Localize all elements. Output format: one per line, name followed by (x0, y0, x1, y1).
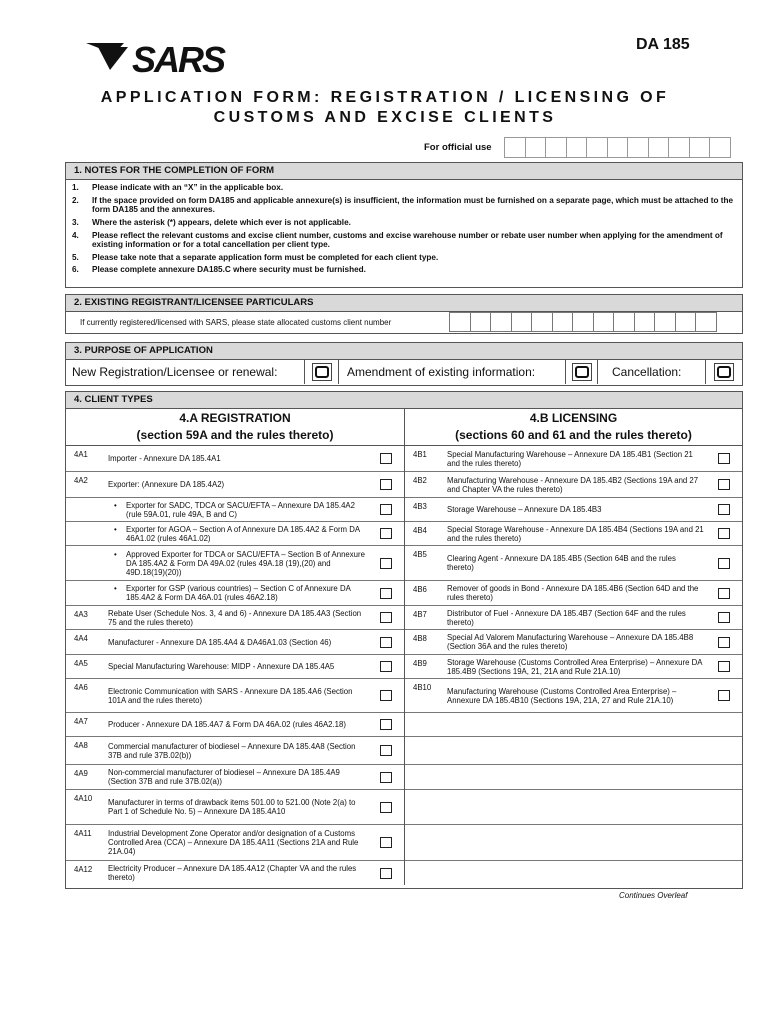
client-type-code: 4A11 (74, 829, 92, 838)
client-type-code: 4A2 (74, 476, 88, 485)
bullet: • (114, 584, 117, 593)
registration-column (66, 446, 404, 885)
client-type-code: 4A5 (74, 659, 88, 668)
client-type-checkbox[interactable] (718, 612, 730, 623)
client-type-text: Remover of goods in Bond - Annexure DA 185.4B6 (Section 64D and the rules thereto) (447, 584, 699, 602)
client-type-row (66, 713, 404, 737)
client-type-code: 4B7 (413, 610, 427, 619)
client-type-text: Exporter for AGOA – Section A of Annexure DA 185.4A2 & Form DA 46A1.02 (rules 46A1.02) (126, 524, 360, 543)
client-type-code: 4B8 (413, 634, 427, 643)
client-type-code: 4B10 (413, 683, 432, 692)
client-type-text: Special Manufacturing Warehouse – Annexure DA 185.4B1 (Section 21 and the rules thereto) (447, 449, 693, 468)
note-number: 1. (72, 183, 79, 192)
client-type-code: 4B6 (413, 585, 427, 594)
note-number: 2. (72, 195, 79, 205)
note-item (72, 253, 736, 263)
client-type-checkbox[interactable] (380, 745, 392, 756)
empty-row (405, 825, 742, 861)
client-type-row (405, 679, 742, 713)
client-type-text: Special Storage Warehouse - Annexure DA 185.4B4 (Sections 19A and 21 and the rules thereto) (447, 524, 704, 543)
client-type-row (66, 679, 404, 713)
client-type-text: Electricity Producer – Annexure DA 185.4A12 (Chapter VA and the rules thereto) (108, 864, 357, 882)
note-item (72, 231, 736, 250)
client-type-text: Importer - Annexure DA 185.4A1 (108, 454, 221, 463)
client-type-row (66, 630, 404, 655)
client-type-row (66, 498, 404, 522)
purpose-heading: 3. PURPOSE OF APPLICATION (66, 343, 742, 360)
official-use-boxes (505, 137, 731, 158)
note-item (72, 218, 736, 228)
client-type-text: Rebate User (Schedule Nos. 3, 4 and 6) - Annexure DA 185.4A3 (Section 75 and the rules thereto) (108, 608, 362, 627)
client-type-checkbox[interactable] (380, 661, 392, 672)
client-type-code: 4A4 (74, 634, 88, 643)
client-type-text: Storage Warehouse – Annexure DA 185.4B3 (447, 505, 602, 514)
client-type-text: Exporter for SADC, TDCA or SACU/EFTA – Annexure DA 185.4A2 (rule 59A.01, rule 49A, B and C) (126, 500, 355, 519)
client-type-text: Producer - Annexure DA 185.4A7 & Form DA 46A.02 (rules 46A2.18) (108, 720, 346, 729)
client-type-text: Industrial Development Zone Operator and/or designation of a Customs Controlled Area (CCA) – Annexure DA 185.4A11 (Sections 21A and Rule 21A.04) (108, 829, 359, 856)
client-type-text: Distributor of Fuel - Annexure DA 185.4B7 (Section 64F and the rules thereto) (447, 608, 686, 627)
title-line-2: CUSTOMS AND EXCISE CLIENTS (213, 109, 557, 126)
client-types-section (65, 391, 743, 889)
client-type-checkbox[interactable] (718, 558, 730, 569)
client-type-row (66, 737, 404, 765)
client-type-checkbox[interactable] (718, 661, 730, 672)
client-type-code (66, 522, 106, 526)
purpose-new-label: New Registration/Licensee or renewal: (66, 360, 305, 384)
client-type-code: 4B4 (413, 526, 427, 535)
client-type-code: 4A7 (74, 717, 88, 726)
client-type-row (405, 546, 742, 581)
client-type-code: 4A12 (74, 865, 93, 874)
client-type-row (405, 446, 742, 472)
client-type-checkbox[interactable] (380, 868, 392, 879)
client-type-code: 4A6 (74, 683, 88, 692)
client-type-row (66, 581, 404, 606)
registration-subtitle: (section 59A and the rules thereto) (136, 428, 334, 442)
client-type-code (66, 546, 106, 550)
client-type-row (405, 581, 742, 606)
client-type-code: 4B9 (413, 659, 427, 668)
purpose-amend-label: Amendment of existing information: (339, 360, 566, 384)
purpose-section (65, 342, 743, 386)
sars-logo (84, 38, 254, 78)
registration-header (66, 409, 404, 445)
client-type-checkbox[interactable] (718, 479, 730, 490)
client-type-text: Exporter: (Annexure DA 185.4A2) (108, 480, 225, 489)
client-type-text: Exporter for GSP (various countries) – Section C of Annexure DA 185.4A2 & Form DA 46A.01 (rules 46A2.18) (126, 584, 351, 602)
client-type-text: Commercial manufacturer of biodiesel – Annexure DA 185.4A8 (Section 37B and rule 37B.02(b)) (108, 741, 356, 760)
client-type-checkbox[interactable] (380, 719, 392, 730)
client-type-row (66, 790, 404, 825)
note-number: 6. (72, 265, 79, 275)
client-type-text: Approved Exporter for TDCA or SACU/EFTA – Section B of Annexure DA 185.4A2 & Form DA 49A.02 (rules 49A.18 (19),(20) and 49D.18(19)(20)) (126, 549, 365, 577)
client-type-checkbox[interactable] (380, 637, 392, 648)
note-number: 4. (72, 230, 79, 240)
client-number-boxes[interactable] (450, 312, 717, 332)
client-type-code: 4B5 (413, 550, 427, 559)
client-type-checkbox[interactable] (380, 453, 392, 464)
client-type-text: Manufacturing Warehouse - Annexure DA 185.4B2 (Sections 19A and 27 and Chapter VA the rules thereto) (447, 475, 699, 494)
licensing-title: 4.B LICENSING (529, 411, 618, 425)
notes-section (65, 162, 743, 288)
note-number: 3. (72, 217, 79, 227)
note-text: Where the asterisk (*) appears, delete which ever is not applicable. (92, 217, 351, 227)
client-type-row (405, 498, 742, 522)
client-type-code: 4B3 (413, 502, 427, 511)
client-type-text: Special Manufacturing Warehouse: MIDP - Annexure DA 185.4A5 (108, 662, 335, 671)
client-type-checkbox[interactable] (380, 837, 392, 848)
client-type-row (66, 861, 404, 885)
note-item (72, 183, 736, 193)
existing-heading: 2. EXISTING REGISTRANT/LICENSEE PARTICULARS (66, 295, 742, 312)
client-type-row (405, 606, 742, 630)
empty-row (405, 765, 742, 790)
client-type-row (66, 446, 404, 472)
client-type-code: 4A8 (74, 741, 88, 750)
purpose-amend-checkbox[interactable] (572, 363, 592, 381)
client-type-text: Manufacturer in terms of drawback items 501.00 to 521.00 (Note 2(a) to Part 1 of Schedule No. 5) – Annexure DA 185.4A10 (108, 798, 356, 816)
client-type-checkbox[interactable] (718, 637, 730, 648)
client-type-text: Clearing Agent - Annexure DA 185.4B5 (Section 64B and the rules thereto) (447, 554, 676, 572)
client-type-row (405, 630, 742, 655)
client-type-row (66, 546, 404, 581)
empty-row (405, 790, 742, 825)
client-type-checkbox[interactable] (380, 802, 392, 813)
bullet: • (114, 549, 117, 559)
client-type-text: Special Ad Valorem Manufacturing Warehouse – Annexure DA 185.4B8 (Section 36A and the rules thereto) (447, 633, 694, 651)
client-type-checkbox[interactable] (718, 453, 730, 464)
client-type-row (405, 472, 742, 498)
note-item (72, 265, 736, 275)
client-type-code: 4B1 (413, 450, 427, 459)
purpose-cancel-label: Cancellation: (598, 360, 706, 384)
client-type-row (66, 655, 404, 679)
client-type-checkbox[interactable] (380, 612, 392, 623)
logo-text: SARS (132, 39, 225, 78)
note-text: Please indicate with an “X” in the applicable box. (92, 183, 284, 192)
title-line-1: APPLICATION FORM: REGISTRATION / LICENSING OF (100, 89, 670, 106)
notes-heading: 1. NOTES FOR THE COMPLETION OF FORM (66, 163, 742, 180)
client-type-checkbox[interactable] (380, 690, 392, 701)
client-type-code: 4A3 (74, 610, 88, 619)
form-title (0, 88, 770, 128)
empty-row (405, 861, 742, 885)
bullet: • (114, 524, 117, 534)
notes-list (66, 180, 742, 280)
existing-text: If currently registered/licensed with SARS, please state allocated customs client number (80, 317, 392, 327)
client-type-checkbox[interactable] (380, 479, 392, 490)
client-type-row (66, 472, 404, 498)
licensing-header (404, 409, 742, 445)
client-types-heading: 4. CLIENT TYPES (66, 392, 742, 409)
client-type-checkbox[interactable] (380, 504, 392, 515)
empty-row (405, 713, 742, 737)
registration-title: 4.A REGISTRATION (179, 411, 291, 425)
form-code: DA 185 (636, 36, 690, 53)
licensing-column (404, 446, 742, 885)
client-type-checkbox[interactable] (718, 528, 730, 539)
note-text: If the space provided on form DA185 and applicable annexure(s) is insufficient, the information must be furnished on a separate page, which must be attached to the form DA185 and the annexures. (92, 195, 734, 215)
client-type-row (66, 522, 404, 546)
client-type-code (66, 498, 106, 502)
client-type-row (405, 522, 742, 546)
client-type-code: 4A9 (74, 769, 88, 778)
client-type-row (66, 606, 404, 630)
continues-overleaf: Continues Overleaf (619, 891, 688, 900)
client-type-checkbox[interactable] (718, 504, 730, 515)
client-type-text: Manufacturer - Annexure DA 185.4A4 & DA46A1.03 (Section 46) (108, 637, 332, 647)
client-type-checkbox[interactable] (718, 690, 730, 701)
client-type-text: Electronic Communication with SARS - Annexure DA 185.4A6 (Section 101A and the rules thereto) (108, 686, 353, 705)
official-use-label: For official use (424, 142, 492, 153)
client-type-text: Manufacturing Warehouse (Customs Controlled Area Enterprise) – Annexure DA 185.4B10 (Sections 19A, 21A, 27 and Rule 21A.10) (447, 686, 677, 705)
bullet: • (114, 500, 117, 510)
note-item (72, 196, 736, 215)
client-type-row (405, 655, 742, 679)
client-type-checkbox[interactable] (718, 588, 730, 599)
client-type-checkbox[interactable] (380, 772, 392, 783)
existing-section (65, 294, 743, 334)
client-type-row (66, 765, 404, 790)
note-text: Please complete annexure DA185.C where security must be furnished. (92, 265, 366, 275)
client-type-text: Non-commercial manufacturer of biodiesel – Annexure DA 185.4A9 (Section 37B and rule 37B.02(a)) (108, 768, 340, 786)
client-type-code: 4B2 (413, 476, 427, 485)
note-text: Please reflect the relevant customs and excise client number, customs and excise warehouse number or rebate user number when applying for the amendment of existing information or for a total cancellation per client type. (92, 230, 723, 250)
note-text: Please take note that a separate application form must be completed for each client type. (92, 252, 439, 262)
client-type-code: 4A1 (74, 450, 88, 459)
client-type-code (66, 581, 106, 585)
client-type-code: 4A10 (74, 794, 93, 803)
purpose-new-checkbox[interactable] (312, 363, 332, 381)
client-type-checkbox[interactable] (380, 528, 392, 539)
client-type-checkbox[interactable] (380, 588, 392, 599)
purpose-cancel-checkbox[interactable] (714, 363, 734, 381)
client-type-checkbox[interactable] (380, 558, 392, 569)
client-type-row (66, 825, 404, 861)
empty-row (405, 737, 742, 765)
note-number: 5. (72, 252, 79, 262)
client-type-text: Storage Warehouse (Customs Controlled Area Enterprise) – Annexure DA 185.4B9 (Sections 19A, 21, 21A and Rule 21A.10) (447, 657, 702, 676)
licensing-subtitle: (sections 60 and 61 and the rules thereto) (455, 428, 692, 442)
